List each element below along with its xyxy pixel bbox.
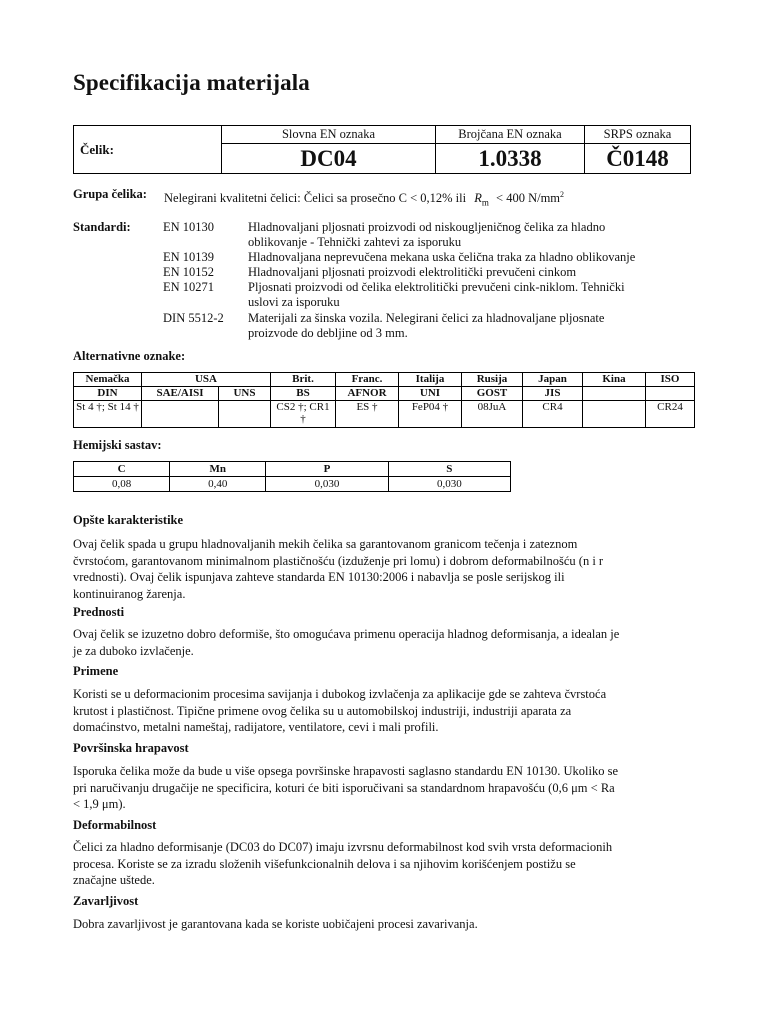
std-desc: Hladnovaljani pljosnati proizvodi elektrolitički prevučeni cinkom (248, 265, 577, 279)
section-body-hrapavost (73, 763, 698, 813)
section-title-prednosti: Prednosti (73, 605, 125, 619)
element-value: 0,40 (170, 477, 266, 492)
section-body-zavarljivost (73, 916, 698, 933)
section-title-hrapavost: Površinska hrapavost (73, 741, 189, 755)
grupa-text-a: Nelegirani kvalitetni čelici: Čelici sa prosečno C < 0,12% ili (164, 191, 467, 206)
country-cell: ISO (646, 373, 695, 387)
country-cell: Brit. (271, 373, 336, 387)
value-cell (583, 401, 646, 428)
value-cell: FeP04 † (399, 401, 462, 428)
std-desc: Pljosnati proizvodi od čelika elektrolitički prevučeni cink-niklom. Tehnički (248, 280, 625, 294)
grupa-sup: 2 (560, 190, 565, 199)
country-cell: Italija (399, 373, 462, 387)
paragraph-line: Ovaj čelik spada u grupu hladnovaljanih mekih čelika sa garantovanom granicom tečenja i zateznom (73, 537, 578, 551)
value-cell: CR4 (523, 401, 583, 428)
section-title-zavarljivost: Zavarljivost (73, 894, 139, 908)
value-cell (142, 401, 219, 428)
country-cell: USA (142, 373, 271, 387)
section-body-deformabilnost (73, 839, 698, 889)
paragraph-line: značajne uštede. (73, 873, 155, 887)
paragraph-line: Čelici za hladno deformisanje (DC03 do DC07) imaju izvrsnu deformabilnost kod svih vrsta deformacionih (73, 840, 613, 854)
srps-value: Č0148 (585, 144, 691, 174)
standard-cell: GOST (462, 387, 523, 401)
element-value: 0,030 (266, 477, 388, 492)
en-number-value: 1.0338 (436, 144, 585, 174)
std-code: EN 10139 (163, 250, 215, 264)
paragraph-line: Dobra zavarljivost je garantovana kada se koriste uobičajeni procesi zavarivanja. (73, 917, 478, 931)
country-cell: Japan (523, 373, 583, 387)
value-cell: ES † (336, 401, 399, 428)
paragraph-line: kontinuiranog žarenja. (73, 586, 186, 601)
country-cell: Rusija (462, 373, 523, 387)
std-code: EN 10271 (163, 280, 215, 294)
element-header: S (388, 462, 510, 477)
standard-cell: AFNOR (336, 387, 399, 401)
rm-symbol (474, 191, 489, 208)
paragraph-line: Ovaj čelik se izuzetno dobro deformiše, što omogućava primenu operacija hladnog deformisanja, a idealan je (73, 627, 620, 641)
value-cell: CR24 (646, 401, 695, 428)
std-desc: Hladnovaljani pljosnati proizvodi od niskougljeničnog čelika za hladno (248, 220, 606, 234)
en-letter-value: DC04 (222, 144, 436, 174)
standard-cell (646, 387, 695, 401)
standard-cell: JIS (523, 387, 583, 401)
section-title-primene: Primene (73, 664, 119, 678)
en-letter-header: Slovna EN oznaka (222, 126, 436, 144)
country-cell: Nemačka (74, 373, 142, 387)
standard-cell: UNS (219, 387, 271, 401)
value-cell: CS2 †; CR1 † (271, 401, 336, 428)
paragraph-line: Isporuka čelika može da bude u više opsega površinske hrapavosti saglasno standardu EN 10130. Ukoliko se (73, 764, 619, 778)
element-header: C (74, 462, 170, 477)
section-title-deformabilnost: Deformabilnost (73, 818, 157, 832)
srps-header: SRPS oznaka (585, 126, 691, 144)
chem-heading: Hemijski sastav: (73, 438, 162, 452)
std-code: EN 10152 (163, 265, 215, 279)
paragraph-line: vrednosti). Ovaj čelik ispunjava zahteve standarda EN 10130:2006 i nabavlja se posle serijskog ili (73, 570, 565, 584)
country-cell: Franc. (336, 373, 399, 387)
section-body-prednosti (73, 626, 698, 659)
section-title-opste: Opšte karakteristike (73, 513, 184, 527)
standard-cell (583, 387, 646, 401)
value-cell (219, 401, 271, 428)
paragraph-line: čvrstoćom, garantovanom minimalnom plastičnošću (izduženje pri lomu) i dobrom deformabilnošću (n i r (73, 553, 604, 568)
std-desc: Materijali za šinska vozila. Nelegirani čelici za hladnovaljane pljosnate (248, 311, 605, 325)
standard-cell: UNI (399, 387, 462, 401)
standard-cell: BS (271, 387, 336, 401)
alt-designations-table (73, 372, 695, 428)
steel-label: Čelik: (74, 126, 222, 174)
element-header: Mn (170, 462, 266, 477)
element-value: 0,030 (388, 477, 510, 492)
chemical-composition-table (73, 461, 511, 492)
grupa-text (164, 187, 564, 211)
std-desc-cont: oblikovanje - Tehnički zahtevi za isporuku (248, 235, 462, 249)
paragraph-line: je za duboko izvlačenje. (73, 643, 194, 658)
standard-cell: SAE/AISI (142, 387, 219, 401)
paragraph-line: domaćinstvo, metalni nameštaj, radijatore, ventilatore, cevi i mali profili. (73, 720, 439, 734)
page-title: Specifikacija materijala (73, 70, 310, 95)
rm-sub: m (481, 197, 489, 208)
value-cell: St 4 †; St 14 † (74, 401, 142, 428)
paragraph-line: krutost i plastičnost. Tipične primene ovog čelika su u automobilskoj industriji, industriji aparata za (73, 703, 572, 718)
country-cell: Kina (583, 373, 646, 387)
alt-heading: Alternativne oznake: (73, 349, 186, 363)
std-desc-cont: uslovi za isporuku (248, 295, 340, 309)
paragraph-line: Koristi se u deformacionim procesima savijanja i dubokog izvlačenja za aplikacije gde se zahteva čvrstoća (73, 687, 607, 701)
paragraph-line: procesa. Koriste se za izradu složenih višefunkcionalnih delova i sa njihovim korišćenjem postižu se (73, 856, 576, 871)
element-value: 0,08 (74, 477, 170, 492)
standardi-label: Standardi: (73, 220, 131, 234)
std-desc-cont: proizvode do debljine od 3 mm. (248, 326, 408, 340)
element-header: P (266, 462, 388, 477)
paragraph-line: pri naručivanju drugačije ne specificira, koturi će biti isporučivani sa standardnom hrapavošću (0,6 μm < Ra (73, 780, 615, 795)
section-body-primene (73, 686, 698, 736)
std-code: DIN 5512-2 (163, 311, 224, 325)
paragraph-line: < 1,9 μm). (73, 797, 126, 811)
rm-r: R (474, 191, 482, 206)
value-cell: 08JuA (462, 401, 523, 428)
section-body-opste (73, 536, 698, 602)
grupa-label: Grupa čelika: (73, 187, 147, 201)
en-number-header: Brojčana EN oznaka (436, 126, 585, 144)
std-desc: Hladnovaljana neprevučena mekana uska čelična traka za hladno oblikovanje (248, 250, 636, 264)
std-code: EN 10130 (163, 220, 215, 234)
grupa-text-b: < 400 N/mm (496, 191, 561, 206)
standard-cell: DIN (74, 387, 142, 401)
steel-designation-table (73, 125, 691, 174)
